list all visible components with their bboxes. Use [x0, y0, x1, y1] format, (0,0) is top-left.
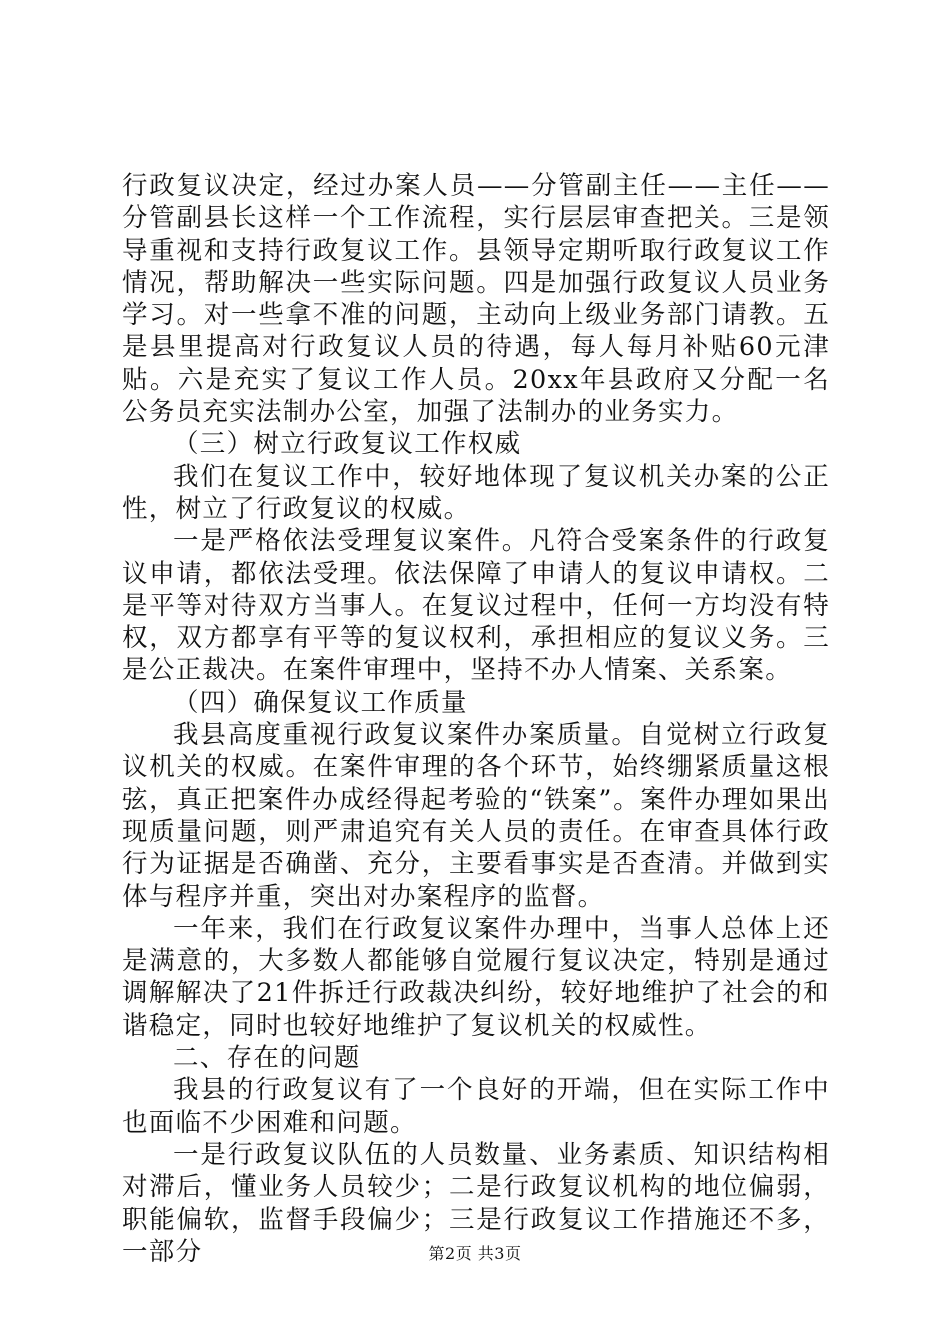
- document-body: [122, 170, 830, 1268]
- paragraph: 我县的行政复议有了一个良好的开端，但在实际工作中也面临不少困难和问题。: [122, 1075, 830, 1138]
- section-heading-2: 二、存在的问题: [173, 1043, 361, 1074]
- section-heading-3: （三）树立行政复议工作权威: [173, 429, 522, 460]
- paragraph: 一是严格依法受理复议案件。凡符合受案条件的行政复议申请，都依法受理。依法保障了申请人的复议申请权。二是平等对待双方当事人。在复议过程中，任何一方均没有特权，双方都享有平等的复议权利，承担相应的复议义务。三是公正裁决。在案件审理中，坚持不办人情案、关系案。: [122, 526, 830, 686]
- paragraph: 我县高度重视行政复议案件办案质量。自觉树立行政复议机关的权威。在案件审理的各个环节，始终绷紧质量这根弦，真正把案件办成经得起考验的“铁案”。案件办理如果出现质量问题，则严肃追究有关人员的责任。在审查具体行政行为证据是否确凿、充分，主要看事实是否查清。并做到实体与程序并重，突出对办案程序的监督。: [122, 720, 830, 912]
- section-heading-4: （四）确保复议工作质量: [173, 687, 468, 718]
- paragraph: 一年来，我们在行政复议案件办理中，当事人总体上还是满意的，大多数人都能够自觉履行复议决定，特别是通过调解解决了21件拆迁行政裁决纠纷，较好地维护了社会的和谐稳定，同时也较好地维护了复议机关的权威性。: [122, 913, 830, 1041]
- paragraph: 一是行政复议队伍的人员数量、业务素质、知识结构相对滞后，懂业务人员较少；二是行政复议机构的地位偏弱，职能偏软，监督手段偏少；三是行政复议工作措施还不多，一部分: [122, 1139, 830, 1267]
- paragraph-continuation: 行政复议决定，经过办案人员——分管副主任——主任——分管副县长这样一个工作流程，实行层层审查把关。三是领导重视和支持行政复议工作。县领导定期听取行政复议工作情况，帮助解决一些实际问题。四是加强行政复议人员业务学习。对一些拿不准的问题，主动向上级业务部门请教。五是县里提高对行政复议人员的待遇，每人每月补贴60元津贴。六是充实了复议工作人员。20xx年县政府又分配一名公务员充实法制办公室，加强了法制办的业务实力。: [122, 171, 830, 428]
- paragraph: 我们在复议工作中，较好地体现了复议机关办案的公正性，树立了行政复议的权威。: [122, 461, 830, 524]
- page-footer: 第2页 共3页: [428, 1244, 522, 1263]
